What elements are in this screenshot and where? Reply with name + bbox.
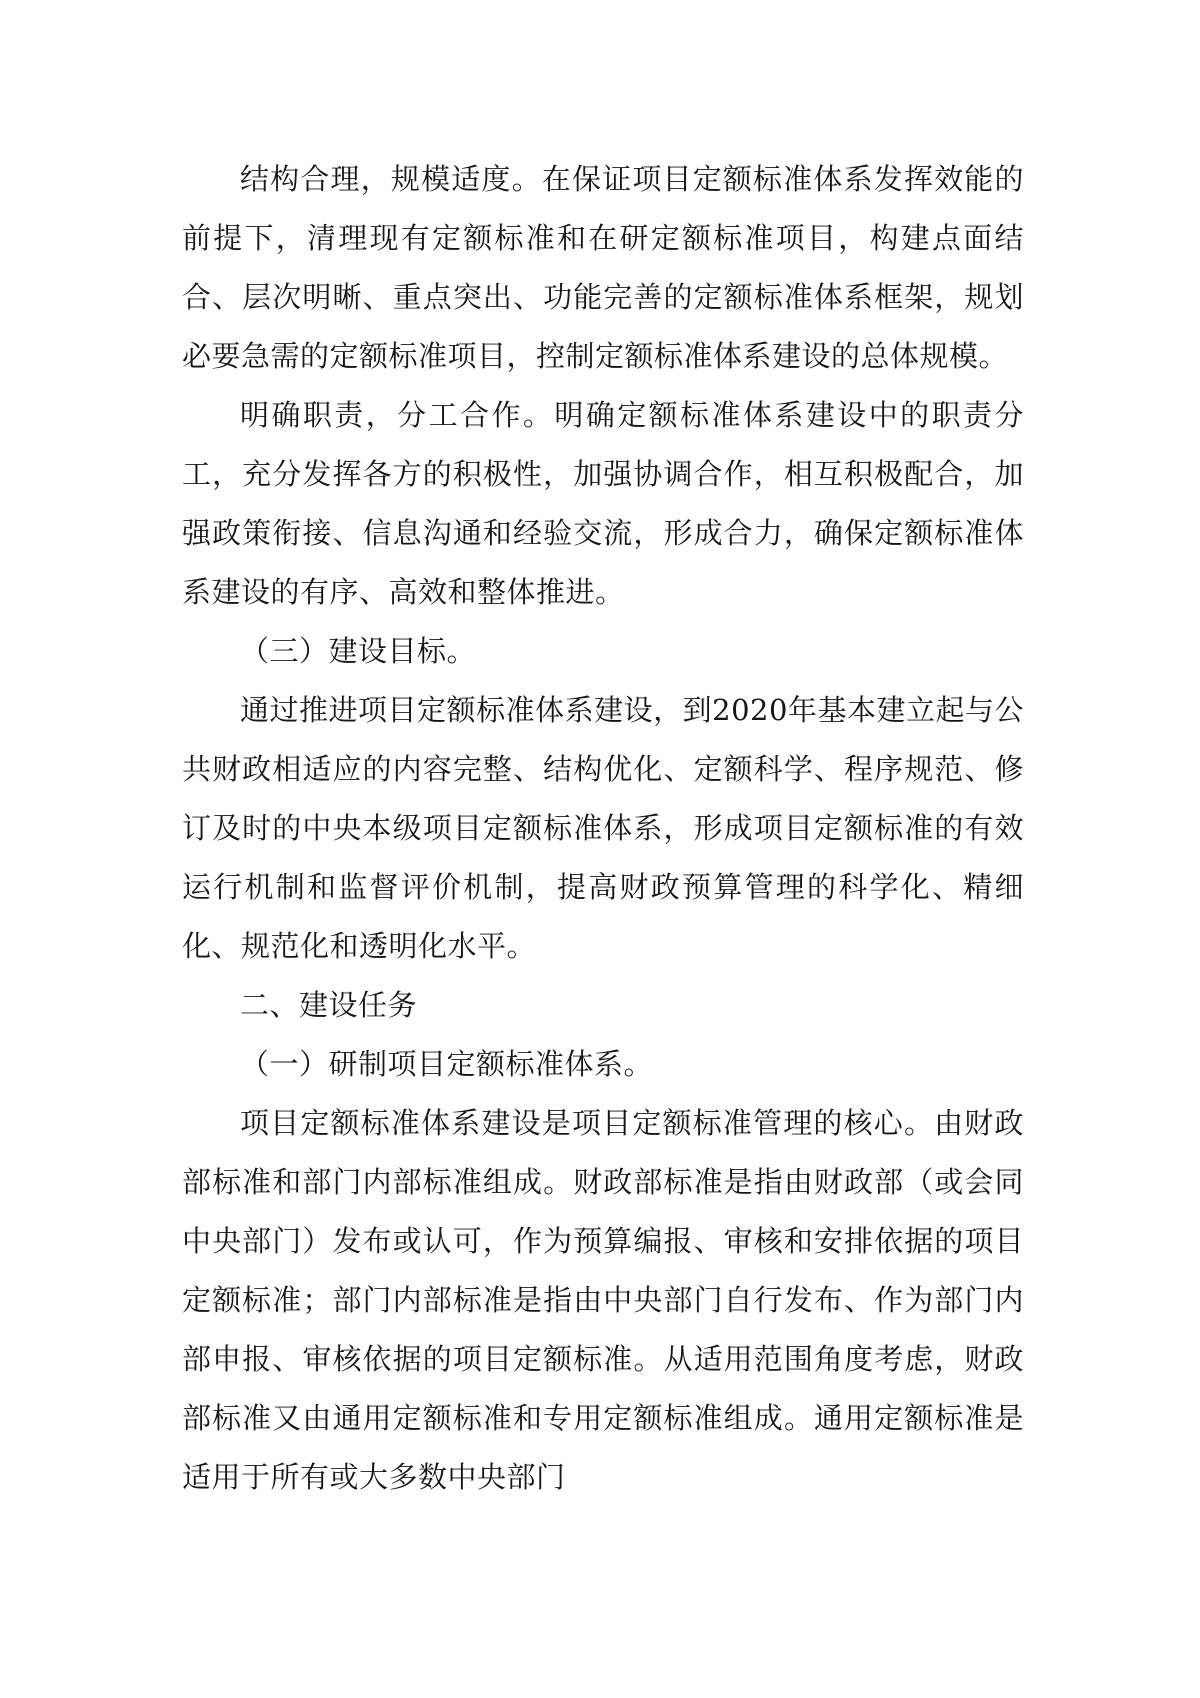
- subsection-heading-system: （一）研制项目定额标准体系。: [240, 1047, 654, 1081]
- section-heading-tasks: 二、建设任务: [240, 988, 418, 1022]
- document-body: [182, 150, 1024, 1507]
- paragraph-structure-scale: 结构合理，规模适度。在保证项目定额标准体系发挥效能的前提下，清理现有定额标准和在研定额标准项目，构建点面结合、层次明晰、重点突出、功能完善的定额标准体系框架，规划必要急需的定额标准项目，控制定额标准体系建设的总体规模。: [182, 162, 1024, 373]
- paragraph-responsibilities: 明确职责，分工合作。明确定额标准体系建设中的职责分工，充分发挥各方的积极性，加强协调合作，相互积极配合，加强政策衔接、信息沟通和经验交流，形成合力，确保定额标准体系建设的有序、高效和整体推进。: [182, 398, 1024, 609]
- paragraph-system: 项目定额标准体系建设是项目定额标准管理的核心。由财政部标准和部门内部标准组成。财政部标准是指由财政部（或会同中央部门）发布或认可，作为预算编报、审核和安排依据的项目定额标准；部门内部标准是指由中央部门自行发布、作为部门内部申报、审核依据的项目定额标准。从适用范围角度考虑，财政部标准又由通用定额标准和专用定额标准组成。通用定额标准是适用于所有或大多数中央部门: [182, 1106, 1024, 1494]
- section-heading-goals: （三）建设目标。: [240, 634, 477, 668]
- paragraph-goals: 通过推进项目定额标准体系建设，到2020年基本建立起与公共财政相适应的内容完整、结构优化、定额科学、程序规范、修订及时的中央本级项目定额标准体系，形成项目定额标准的有效运行机制和监督评价机制，提高财政预算管理的科学化、精细化、规范化和透明化水平。: [182, 693, 1024, 963]
